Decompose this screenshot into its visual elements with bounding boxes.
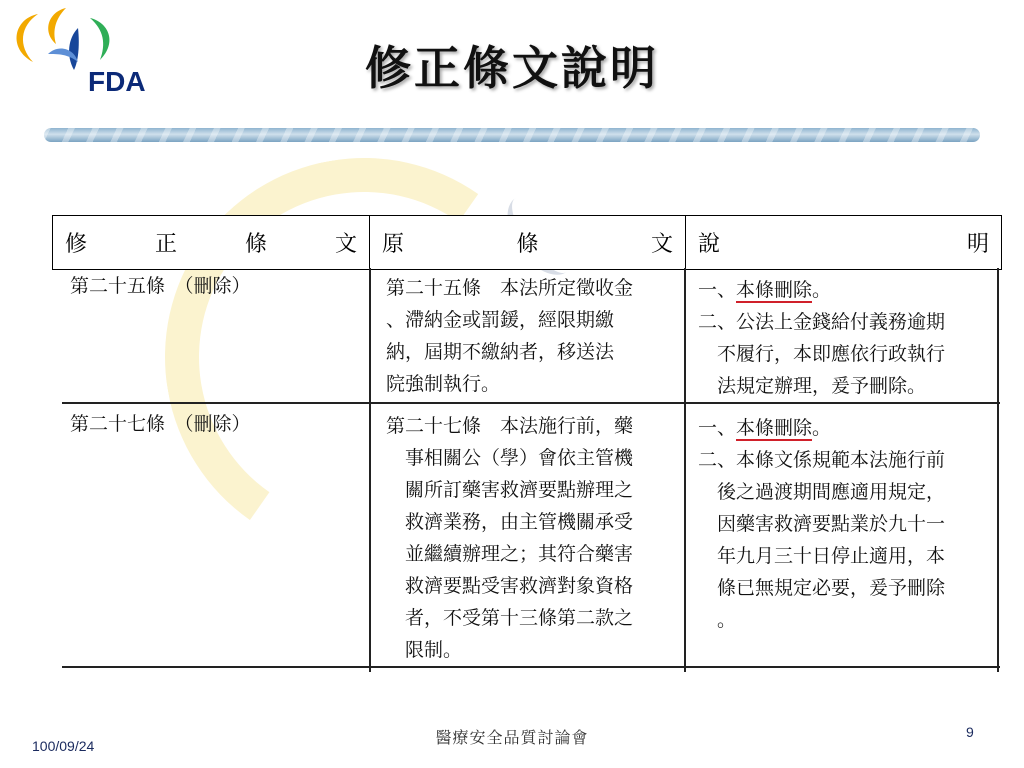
cell-line: 後之過渡期間應適用規定， bbox=[698, 481, 946, 503]
row-divider bbox=[62, 402, 1000, 404]
cell-line: 條已無規定必要，爰予刪除 bbox=[698, 577, 946, 599]
header-amended bbox=[53, 216, 370, 269]
row2-amended bbox=[70, 408, 251, 440]
page-number: 9 bbox=[966, 724, 974, 740]
scanned-table bbox=[62, 268, 1000, 672]
cell-line: 第二十五條 （刪除） bbox=[70, 275, 251, 297]
cell-line: 第二十七條 （刪除） bbox=[70, 413, 251, 435]
highlighted-text: 本條刪除 bbox=[736, 417, 813, 439]
header-char: 修 bbox=[65, 232, 88, 257]
header-char: 正 bbox=[154, 232, 177, 257]
header-char: 條 bbox=[516, 232, 539, 257]
cell-line: 、滯納金或罰鍰，經限期繳 bbox=[386, 309, 615, 331]
slide-title: 修正條文說明 bbox=[365, 41, 659, 95]
row1-amended bbox=[70, 270, 251, 302]
footer-event-name: 醫療安全品質討論會 bbox=[435, 728, 589, 747]
line-prefix: 一、 bbox=[698, 279, 737, 301]
cell-line: 二、公法上金錢給付義務逾期 bbox=[698, 311, 946, 333]
row-divider bbox=[62, 666, 1000, 668]
table-header bbox=[52, 215, 1002, 270]
column-divider bbox=[369, 268, 371, 672]
footer-date: 100/09/24 bbox=[32, 738, 95, 754]
header-char: 說 bbox=[698, 232, 721, 257]
header-char: 文 bbox=[334, 232, 357, 257]
header-original bbox=[370, 216, 686, 269]
line-suffix: 。 bbox=[812, 279, 832, 301]
cell-line: 不履行，本即應依行政執行 bbox=[698, 343, 946, 365]
row1-explanation bbox=[698, 274, 945, 402]
highlighted-text: 本條刪除 bbox=[736, 279, 813, 301]
cell-line: 納，屆期不繳納者，移送法 bbox=[386, 341, 615, 363]
cell-line: 年九月三十日停止適用，本 bbox=[698, 545, 946, 567]
cell-line: 因藥害救濟要點業於九十一 bbox=[698, 513, 946, 535]
cell-line: 並繼續辦理之；其符合藥害 bbox=[386, 543, 634, 565]
cell-line: 院強制執行。 bbox=[386, 373, 501, 395]
cell-line: 第二十五條 本法所定徵收金 bbox=[386, 277, 634, 299]
cell-line bbox=[698, 412, 945, 444]
cell-line: 。 bbox=[698, 609, 737, 631]
header-char: 原 bbox=[382, 232, 405, 257]
decorative-banner bbox=[44, 128, 980, 142]
cell-line: 者，不受第十三條第二款之 bbox=[386, 607, 634, 629]
cell-line: 限制。 bbox=[386, 639, 463, 661]
cell-line: 第二十七條 本法施行前，藥 bbox=[386, 415, 634, 437]
row1-original bbox=[386, 272, 633, 400]
logo-text: FDA bbox=[88, 66, 146, 97]
cell-line: 關所訂藥害救濟要點辦理之 bbox=[386, 479, 634, 501]
cell-line bbox=[698, 274, 945, 306]
line-suffix: 。 bbox=[812, 417, 832, 439]
line-prefix: 一、 bbox=[698, 417, 737, 439]
cell-line: 法規定辦理，爰予刪除。 bbox=[698, 375, 927, 397]
cell-line: 事相關公（學）會依主管機 bbox=[386, 447, 634, 469]
row2-original bbox=[386, 410, 633, 666]
column-divider bbox=[684, 268, 686, 672]
row2-explanation bbox=[698, 412, 945, 636]
cell-line: 救濟要點受害救濟對象資格 bbox=[386, 575, 634, 597]
cell-line: 救濟業務，由主管機關承受 bbox=[386, 511, 634, 533]
header-char: 文 bbox=[650, 232, 673, 257]
header-char: 條 bbox=[244, 232, 267, 257]
column-divider bbox=[997, 268, 999, 672]
cell-line: 二、本條文係規範本法施行前 bbox=[698, 449, 946, 471]
header-explanation bbox=[686, 216, 1001, 269]
header-char: 明 bbox=[966, 232, 989, 257]
